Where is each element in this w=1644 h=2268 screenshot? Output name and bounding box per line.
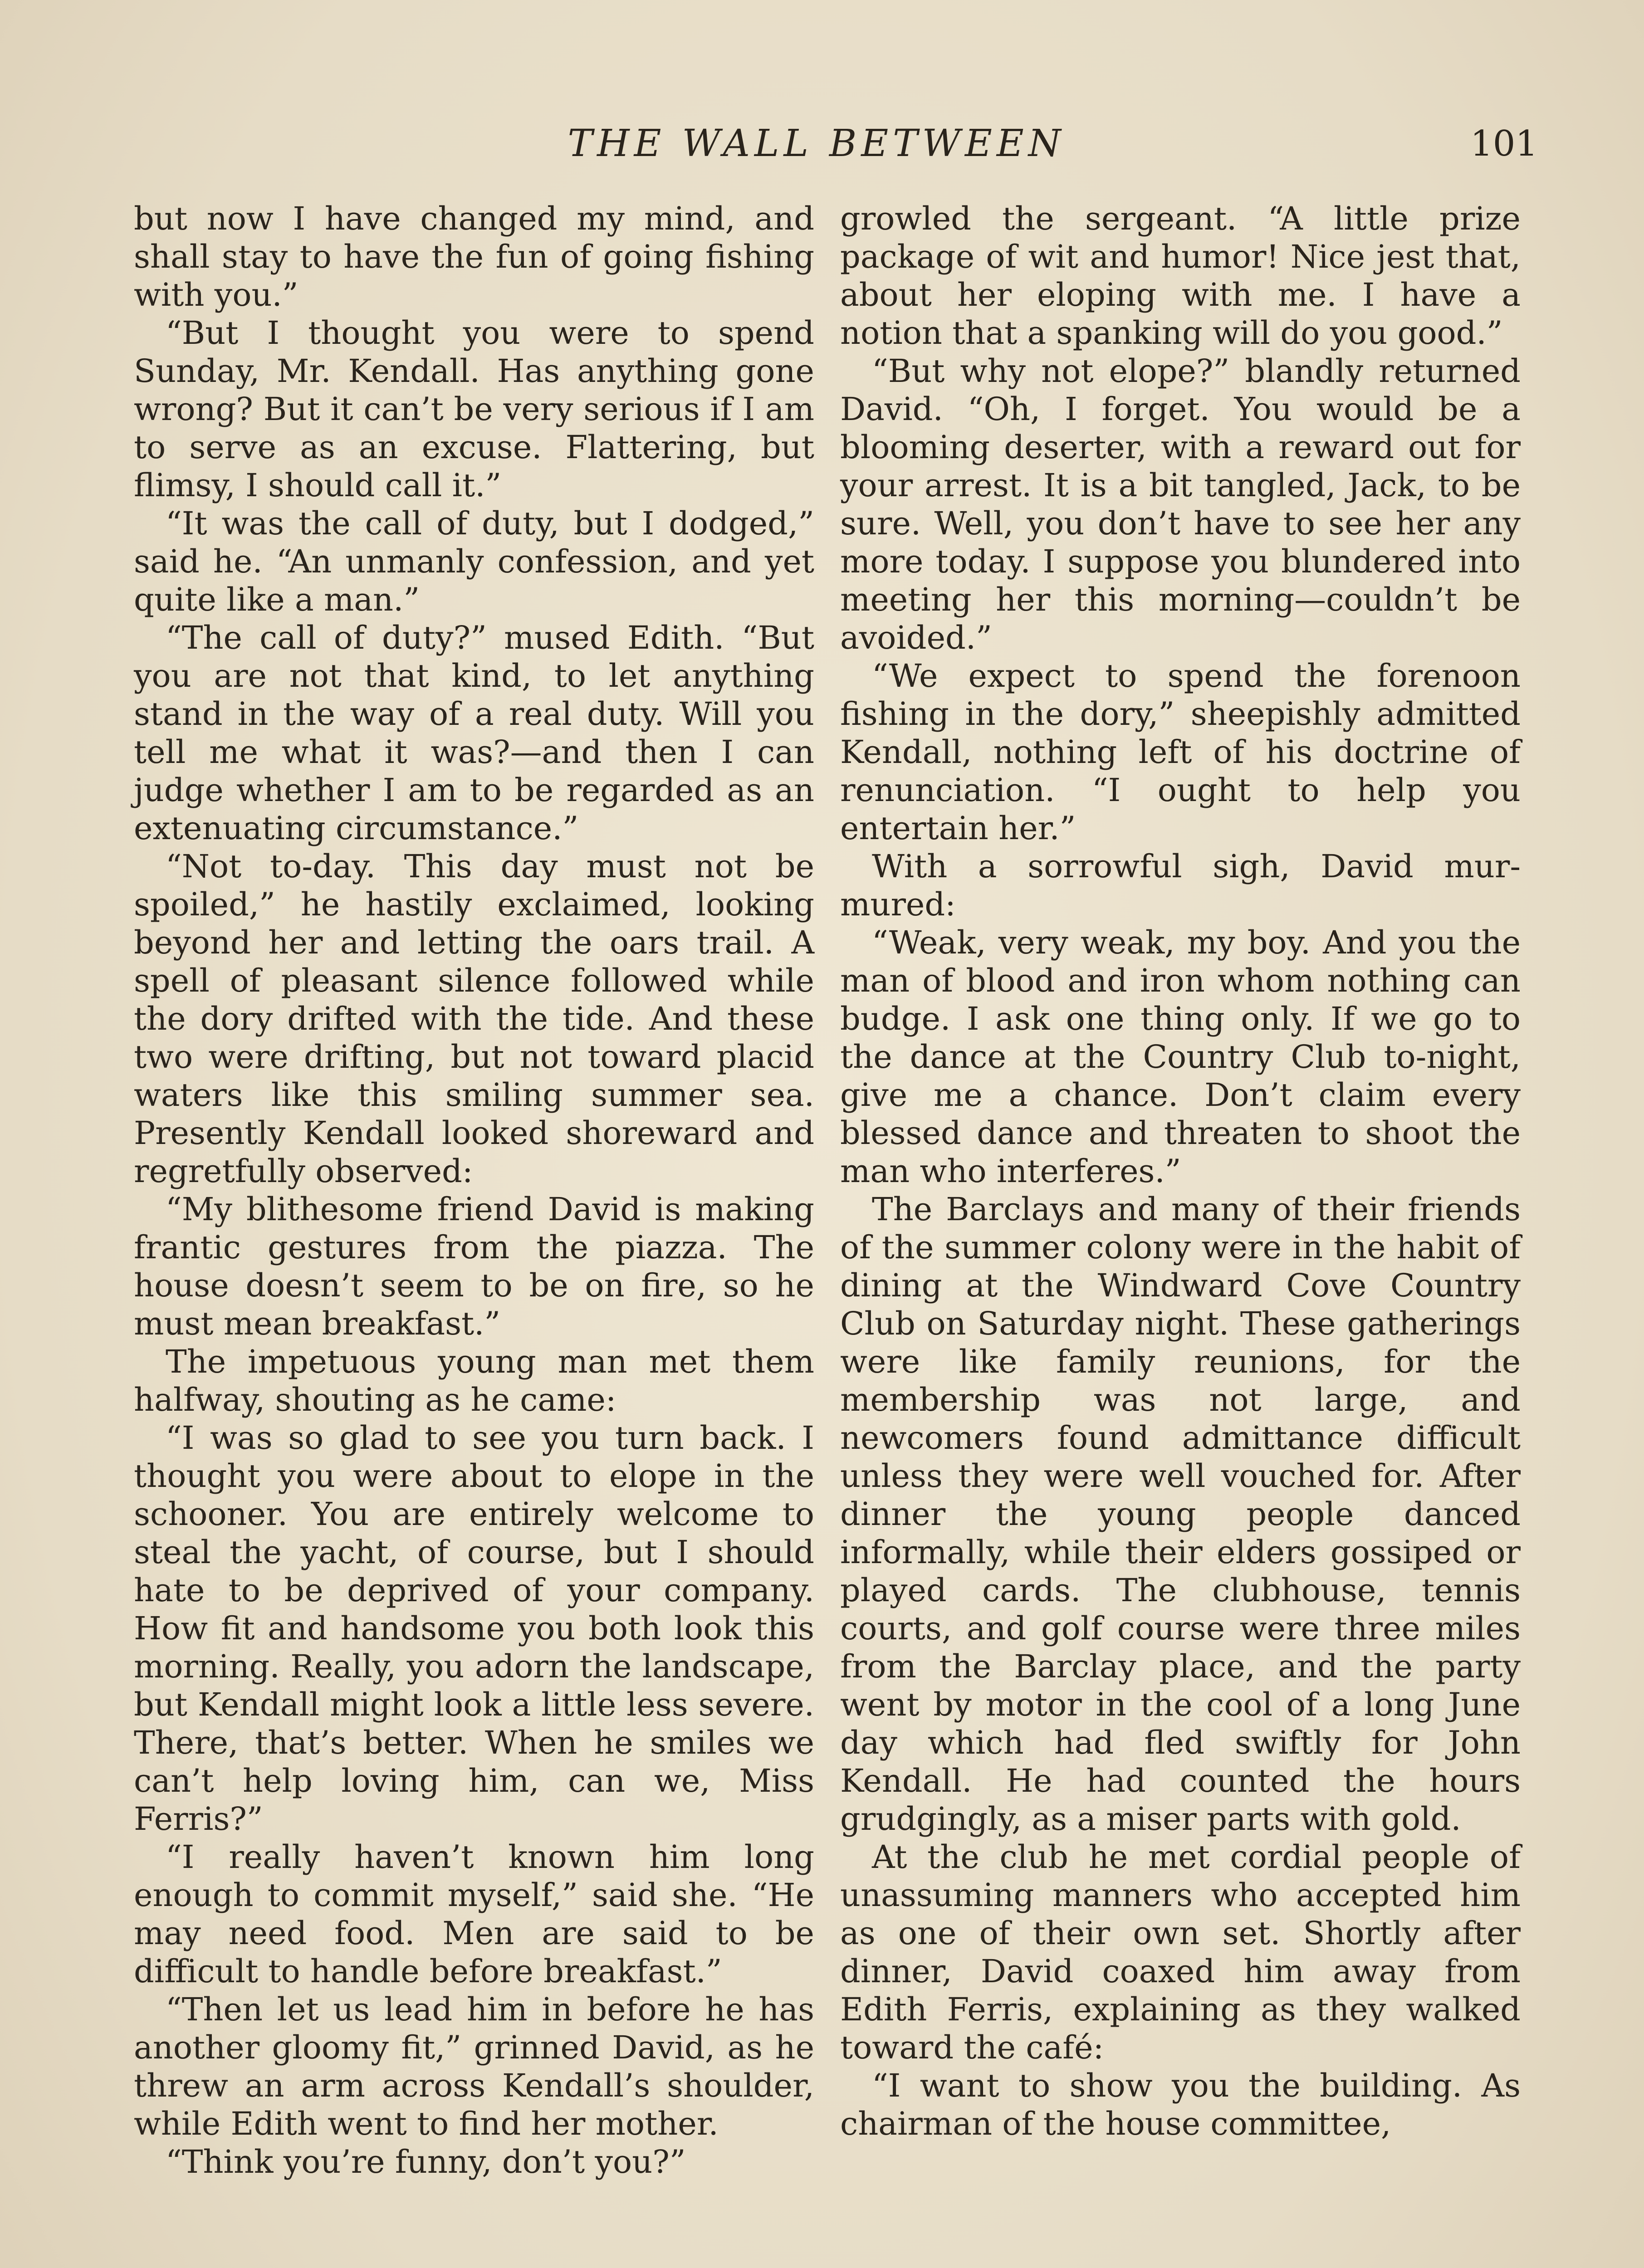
paragraph: “The call of duty?” mused Edith. “But you are not that kind, to let anything stand in the way of a real duty. Will you tell me what it was?—and then I can judge whether I am to be regarded as an extenuating circumstance.”: [134, 619, 814, 847]
paragraph: “We expect to spend the forenoon fishing in the dory,” sheepishly admitted Kendall, nothing left of his doctrine of renunciation. “I ought to help you entertain her.”: [840, 657, 1521, 847]
page-header: [0, 119, 1644, 169]
left-text-column: [134, 200, 814, 2181]
paragraph: “Think you’re funny, don’t you?”: [166, 2143, 686, 2180]
paragraph: “But why not elope?” blandly returned David. “Oh, I forget. You would be a blooming deserter, with a reward out for your arrest. It is a bit tangled, Jack, to be sure. Well, you don’t have to see her any more today. I suppose you blundered into meeting her this morning—couldn’t be avoided.”: [840, 352, 1521, 656]
paragraph: “But I thought you were to spend Sunday, Mr. Kendall. Has anything gone wrong? But it can’t be very serious if I am to serve as an excuse. Flattering, but flimsy, I should call it.”: [134, 314, 814, 504]
paragraph: “I really haven’t known him long enough to commit myself,” said she. “He may need food. Men are said to be difficult to handle before breakfast.”: [134, 1838, 814, 1990]
running-title: THE WALL BETWEEN: [568, 122, 1066, 165]
paragraph: but now I have changed my mind, and shall stay to have the fun of going fishing with you.”: [134, 200, 814, 313]
paragraph: The Barclays and many of their friends of the summer colony were in the habit of dining at the Windward Cove Country Club on Saturday night. These gatherings were like family reunions, for the membership was not large, and newcomers found admittance difficult unless they were well vouched for. After dinner the young people danced informally, while their elders gossiped or played cards. The clubhouse, tennis courts, and golf course were three miles from the Barclay place, and the party went by motor in the cool of a long June day which had fled swiftly for John Kendall. He had counted the hours grudgingly, as a miser parts with gold.: [840, 1191, 1521, 1838]
page-number: 101: [1470, 123, 1538, 164]
paragraph: At the club he met cordial people of unassuming manners who accepted him as one of their own set. Shortly after dinner, David coaxed him away from Edith Ferris, explaining as they walked toward the café:: [840, 1838, 1521, 2066]
paragraph: The impetuous young man met them halfway, shouting as he came:: [134, 1343, 814, 1418]
paragraph: “My blithesome friend David is making frantic gestures from the piazza. The house doesn’t seem to be on fire, so he must mean breakfast.”: [134, 1191, 814, 1342]
paragraph: growled the sergeant. “A little prize package of wit and humor! Nice jest that, about her eloping with me. I have a notion that a spanking will do you good.”: [840, 200, 1521, 352]
paragraph: With a sorrowful sigh, David murmured:: [840, 848, 1521, 923]
paragraph: “Then let us lead him in before he has another gloomy fit,” grinned David, as he threw an arm across Kendall’s shoulder, while Edith went to find her mother.: [134, 1991, 814, 2142]
paragraph: “Not to-day. This day must not be spoiled,” he hastily exclaimed, looking beyond her and letting the oars trail. A spell of pleasant silence followed while the dory drifted with the tide. And these two were drifting, but not toward placid waters like this smiling summer sea. Presently Kendall looked shoreward and regretfully observed:: [134, 848, 814, 1190]
paragraph: “Weak, very weak, my boy. And you the man of blood and iron whom nothing can budge. I ask one thing only. If we go to the dance at the Country Club to-night, give me a chance. Don’t claim every blessed dance and threaten to shoot the man who interferes.”: [840, 924, 1521, 1190]
paragraph: “I was so glad to see you turn back. I thought you were about to elope in the schooner. You are entirely welcome to steal the yacht, of course, but I should hate to be deprived of your company. How fit and handsome you both look this morning. Really, you adorn the landscape, but Kendall might look a little less severe. There, that’s better. When he smiles we can’t help loving him, can we, Miss Ferris?”: [134, 1419, 814, 1838]
paragraph: “I want to show you the building. As chairman of the house committee,: [840, 2067, 1521, 2142]
right-text-column: [840, 200, 1521, 2143]
paragraph: “It was the call of duty, but I dodged,” said he. “An unmanly confession, and yet quite like a man.”: [134, 505, 814, 618]
